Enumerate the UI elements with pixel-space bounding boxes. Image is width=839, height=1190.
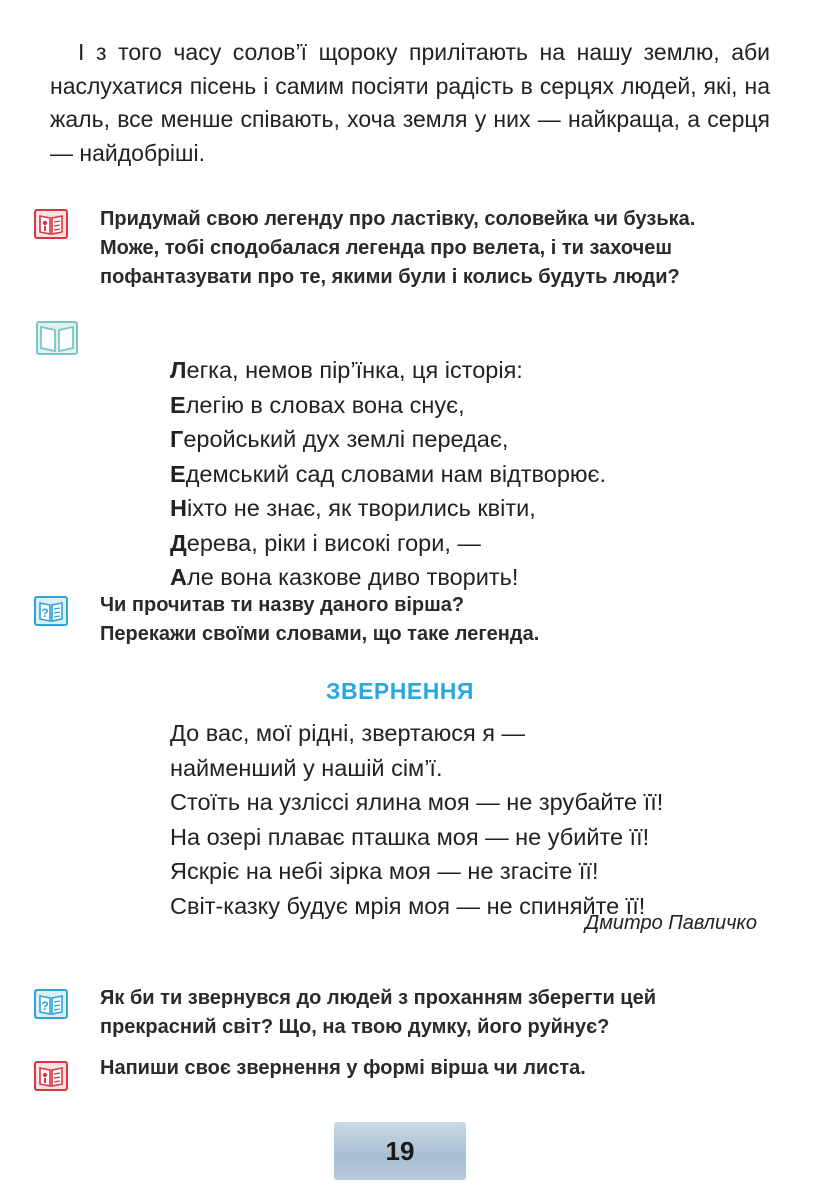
acrostic-letter: Л (170, 357, 187, 383)
poem-line: Стоїть на узліссі ялина моя — не зрубайте її! (170, 789, 664, 815)
poem-title: ЗВЕРНЕННЯ (326, 678, 474, 704)
question-line: Чи прочитав ти назву даного вірша? (100, 594, 465, 616)
creative-task-icon (34, 209, 68, 239)
task-line: пофантазувати про те, якими були і колись будуть люди? (100, 266, 680, 288)
open-book-icon (36, 321, 78, 355)
svg-text:?: ? (41, 999, 49, 1013)
task-write-appeal (100, 1054, 586, 1083)
question-line: Перекажи своїми словами, що таке легенда. (100, 623, 540, 645)
acrostic-letter: Д (170, 529, 187, 556)
page-number-badge (334, 1122, 466, 1180)
poem-line-text: демський сад словами нам відтворює. (185, 460, 607, 487)
svg-text:?: ? (41, 606, 49, 620)
intro-line: аби наслухатися пісень і самим посіяти радість в серцях (50, 39, 771, 99)
poem-line (170, 491, 606, 526)
question-poem-title (100, 591, 539, 649)
appeal-poem (170, 716, 663, 923)
poem-line-text: еройський дух землі передає, (183, 426, 509, 452)
intro-line: у них — найкраща, а серця — найдобріші. (50, 106, 771, 166)
intro-line: людей, які, на жаль, все менше співають, хоча земля (50, 72, 771, 132)
acrostic-letter: Г (170, 426, 184, 452)
page-number: 19 (385, 1135, 415, 1166)
acrostic-poem (170, 353, 606, 595)
poem-line (170, 388, 606, 423)
poem-line (170, 526, 606, 561)
question-line: Як би ти звернувся до людей з проханням зберегти цей (100, 987, 657, 1009)
acrostic-letter: А (170, 564, 187, 590)
poem-line-text: легію в словах вона снує, (185, 391, 465, 418)
poem-line-text: егка, немов пір’їнка, ця історія: (186, 357, 523, 383)
intro-line: І з того часу солов’ї щороку прилітають на нашу землю, (78, 39, 720, 65)
poem-line: Світ-казку будує мрія моя — не спиняйте її! (170, 892, 646, 919)
poem-line (170, 457, 606, 492)
poem-line: На озері плаває пташка моя — не убийте її! (170, 823, 650, 850)
task-line: Напиши своє звернення у формі вірша чи листа. (100, 1057, 586, 1079)
question-book-icon (34, 596, 68, 626)
poem-line-text: іхто не знає, як творились квіти, (186, 495, 536, 521)
task-line: Може, тобі сподобалася легенда про велета, і ти захочеш (100, 237, 673, 259)
poem-line-text: ерева, ріки і високі гори, — (186, 529, 481, 556)
poem-line (170, 560, 606, 595)
intro-paragraph (50, 36, 770, 170)
task-line: Придумай свою легенду про ластівку, соловейка чи бузька. (100, 208, 696, 230)
poem-author: Дмитро Павличко (585, 912, 757, 934)
acrostic-letter: Е (170, 391, 186, 418)
question-line: прекрасний світ? Що, на твою думку, його руйнує? (100, 1016, 610, 1038)
poem-line (170, 422, 606, 457)
poem-line: До вас, мої рідні, звертаюся я — (170, 720, 525, 746)
poem-line-text: ле вона казкове диво творить! (186, 564, 519, 590)
question-save-world (100, 984, 656, 1042)
acrostic-letter: Н (170, 495, 187, 521)
poem-line (170, 353, 606, 388)
question-book-icon (34, 989, 68, 1019)
poem-line: Яскріє на небі зірка моя — не згасіте її! (170, 858, 599, 884)
poem-line: найменший у нашій сім’ї. (170, 754, 443, 781)
creative-task-icon (34, 1061, 68, 1091)
acrostic-letter: Е (170, 460, 186, 487)
task-creative-legend (100, 205, 695, 292)
